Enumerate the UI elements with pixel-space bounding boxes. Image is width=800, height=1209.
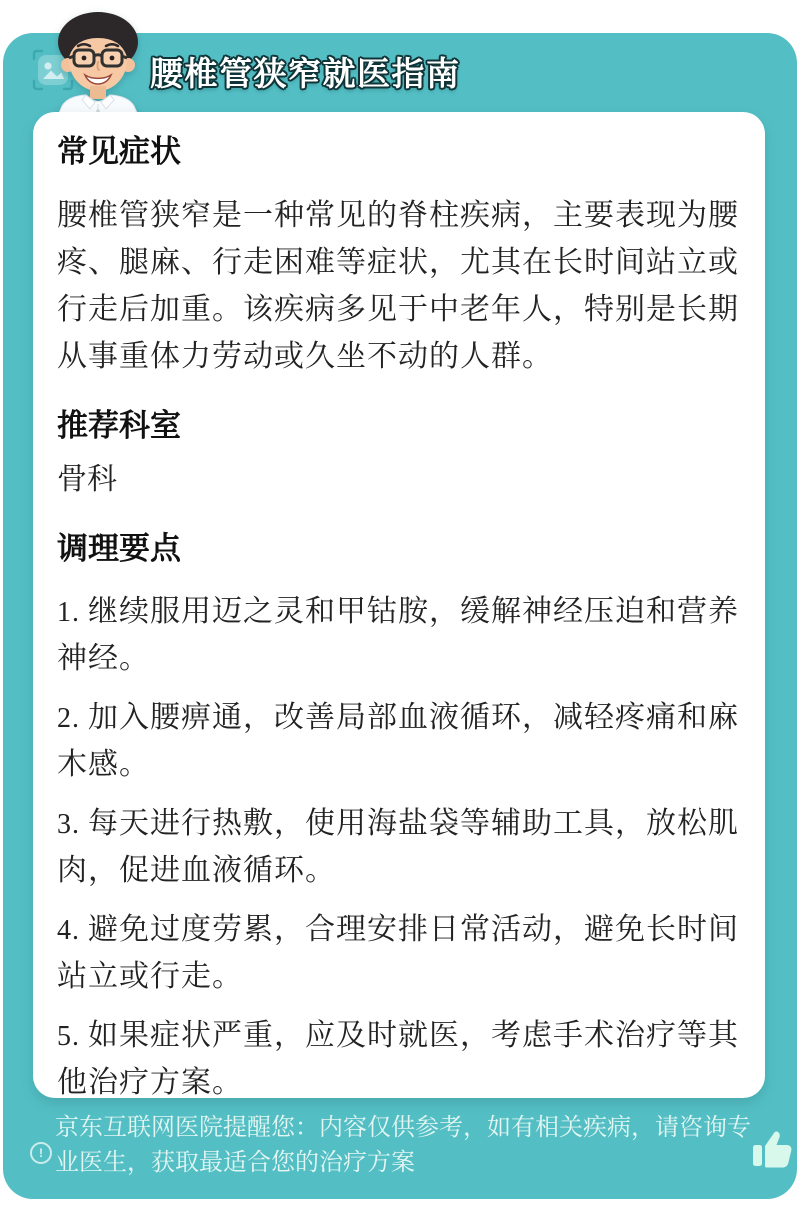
thumbs-up-icon[interactable] xyxy=(749,1126,793,1172)
disclaimer-text: 京东互联网医院提醒您：内容仅供参考，如有相关疾病，请咨询专业医生，获取最适合您的治疗方案 xyxy=(55,1114,751,1176)
care-item-3-text: 每天进行热敷，使用海盐袋等辅助工具，放松肌肉，促进血液循环。 xyxy=(57,807,739,887)
care-item-2-number: 2. xyxy=(57,703,80,734)
care-item-1 xyxy=(57,589,741,682)
section-heading-department: 推荐科室 xyxy=(57,408,181,443)
content-card xyxy=(33,112,765,1098)
symptoms-paragraph: 腰椎管狭窄是一种常见的脊柱疾病，主要表现为腰疼、腿麻、行走困难等症状，尤其在长时间站立或行走后加重。该疾病多见于中老年人，特别是长期从事重体力劳动或久坐不动的人群。 xyxy=(57,199,739,373)
exclamation-circle-icon: ! xyxy=(30,1142,52,1164)
department-value: 骨科 xyxy=(57,463,117,496)
page-title: 腰椎管狭窄就医指南 xyxy=(150,55,461,92)
care-item-1-number: 1. xyxy=(57,597,80,628)
care-item-5-number: 5. xyxy=(57,1021,80,1052)
care-item-4 xyxy=(57,907,741,1000)
care-item-2-text: 加入腰痹通，改善局部血液循环，减轻疼痛和麻木感。 xyxy=(57,701,739,781)
care-item-4-text: 避免过度劳累，合理安排日常活动，避免长时间站立或行走。 xyxy=(57,913,739,993)
care-item-3-number: 3. xyxy=(57,809,80,840)
section-heading-symptoms: 常见症状 xyxy=(57,134,181,169)
care-item-4-number: 4. xyxy=(57,915,80,946)
care-item-1-text: 继续服用迈之灵和甲钴胺，缓解神经压迫和营养神经。 xyxy=(57,595,739,675)
care-item-5-text: 如果症状严重，应及时就医，考虑手术治疗等其他治疗方案。 xyxy=(57,1019,739,1099)
care-item-5 xyxy=(57,1013,741,1106)
care-item-3 xyxy=(57,801,741,894)
doctor-avatar xyxy=(42,2,154,120)
section-heading-care: 调理要点 xyxy=(57,531,181,566)
care-item-2 xyxy=(57,695,741,788)
